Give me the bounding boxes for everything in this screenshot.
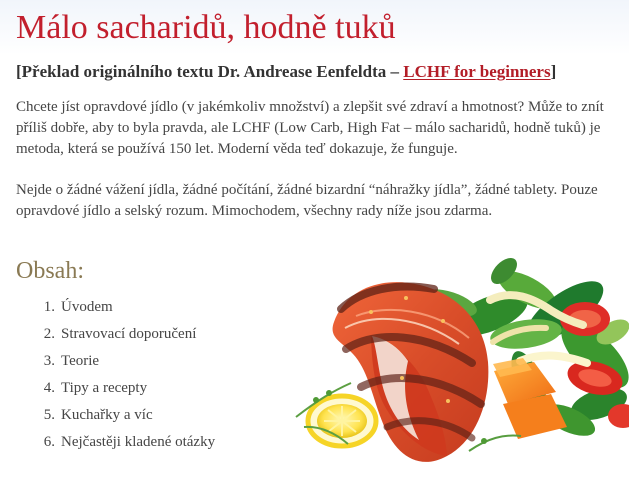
toc-label[interactable]: Teorie [61, 353, 100, 369]
toc-label[interactable]: Tipy a recepty [61, 380, 148, 396]
translation-close-bracket: ] [550, 62, 557, 81]
toc-number: 5. [43, 407, 55, 423]
toc-item-dietary-advice[interactable] [28, 324, 268, 351]
salmon-salad-illustration [276, 250, 629, 481]
translation-open-bracket: [ [16, 62, 22, 81]
salmon-salad-photo [276, 250, 629, 481]
toc-number: 6. [43, 434, 55, 450]
toc-label[interactable]: Stravovací doporučení [61, 326, 197, 342]
toc-number: 3. [43, 353, 55, 369]
lchf-for-beginners-link[interactable]: LCHF for beginners [403, 62, 551, 81]
table-of-contents-heading: Obsah: [16, 258, 84, 284]
toc-label[interactable]: Nejčastěji kladené otázky [61, 434, 216, 450]
page-title: Málo sacharidů, hodně tuků [16, 9, 396, 46]
translation-prefix: Překlad originálního textu Dr. Andrease Eenfeldta – [21, 62, 404, 81]
toc-label[interactable]: Úvodem [61, 299, 113, 315]
toc-item-tips-and-recipes[interactable] [28, 378, 268, 405]
toc-number: 4. [43, 380, 55, 396]
toc-number: 2. [43, 326, 55, 342]
toc-number: 1. [43, 299, 55, 315]
toc-item-theory[interactable] [28, 351, 268, 378]
toc-item-cookbooks[interactable] [28, 405, 268, 432]
toc-item-intro[interactable] [28, 297, 268, 324]
toc-item-faq[interactable] [28, 432, 268, 459]
intro-paragraph-1: Chcete jíst opravdové jídlo (v jakémkoliv množství) a zlepšit své zdraví a hmotnost? Může to znít příliš dobře, aby to byla pravda, ale LCHF (Low Carb, High Fat – málo sacharidů, hodně tuků) je metoda, která se používá 150 let. Moderní věda teď dokazuje, že funguje. [16, 99, 604, 157]
carrot-pieces [493, 358, 567, 439]
table-of-contents [28, 297, 268, 459]
intro-paragraph-2: Nejde o žádné vážení jídla, žádné počítání, žádné bizardní “náhražky jídla”, žádné tablety. Pouze opravdové jídlo a selský rozum. Mimochodem, všechny rady níže jsou zdarma. [16, 182, 598, 219]
toc-label[interactable]: Kuchařky a víc [61, 407, 153, 423]
translation-note [16, 61, 556, 83]
